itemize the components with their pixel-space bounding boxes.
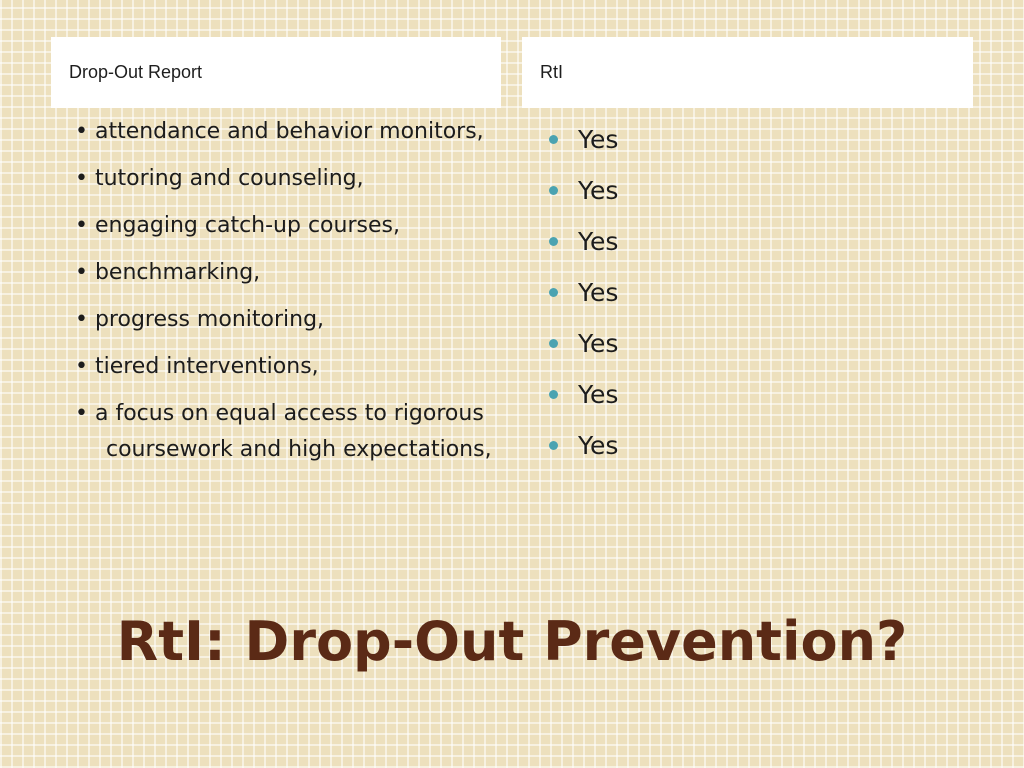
list-item [546,165,966,216]
column-header-label: Drop-Out Report [69,62,203,82]
list-item: • attendance and behavior monitors, [75,119,484,144]
column-header-rti [522,37,973,108]
list-item-label: Yes [578,329,619,358]
column-header-label: RtI [540,62,564,82]
bullet-dot-icon [549,237,558,246]
bullet-dot-icon [549,441,558,450]
bullet-dot-icon [549,135,558,144]
list-item [546,369,966,420]
list-item-label: Yes [578,278,619,307]
list-item [546,318,966,369]
list-item: • tutoring and counseling, [75,166,364,191]
list-item [546,420,966,471]
bullet-dot-icon [549,390,558,399]
column-header-drop-out-report [51,37,501,108]
list-item [546,114,966,165]
list-item: • benchmarking, [75,260,261,285]
bullet-dot-icon [549,339,558,348]
list-item-label: Yes [578,227,619,256]
bullet-dot-icon [549,186,558,195]
list-item: • engaging catch-up courses, [75,213,400,238]
list-item: • tiered interventions, [75,354,319,379]
list-item [546,216,966,267]
list-item-label: Yes [578,431,619,460]
list-item: • progress monitoring, [75,307,325,332]
list-item-label: Yes [578,380,619,409]
list-item-label: Yes [578,125,619,154]
list-item [546,267,966,318]
bullet-dot-icon [549,288,558,297]
rti-list [546,114,966,471]
slide-title: RtI: Drop-Out Prevention? [116,610,908,673]
drop-out-report-list [62,114,502,479]
list-item-label: Yes [578,176,619,205]
list-item: • a focus on equal access to rigorous coursework and high expectations, [75,401,492,462]
